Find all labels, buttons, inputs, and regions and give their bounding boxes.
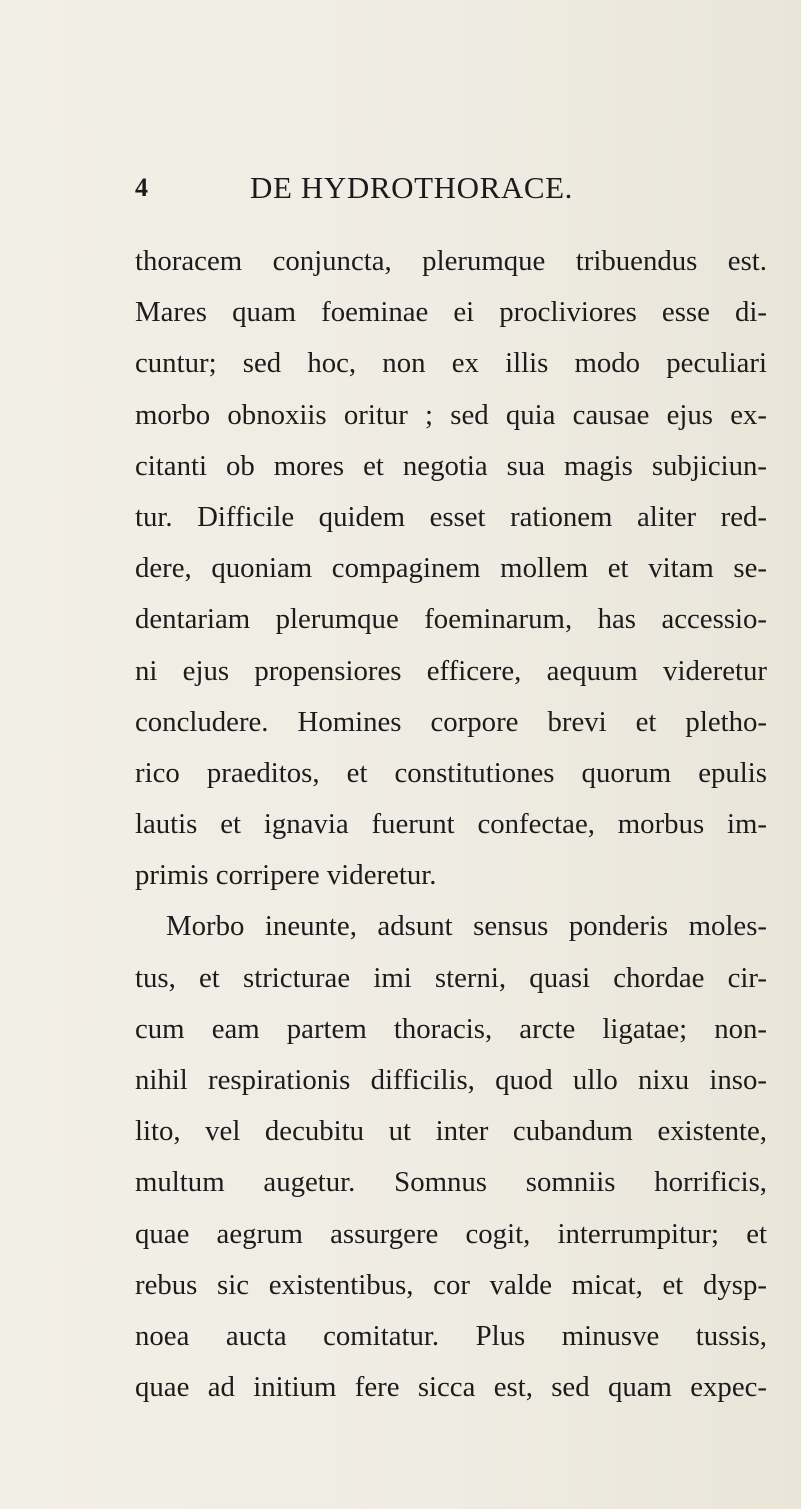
page-number: 4 [135,173,148,202]
text-line: nihil respirationis difficilis, quod ullo nixu inso- [135,1064,767,1096]
text-line: lautis et ignavia fuerunt confectae, morbus im- [135,808,767,841]
text-line: dere, quoniam compaginem mollem et vitam se- [135,552,767,585]
page-header [0,168,801,208]
text-line: quae aegrum assurgere cogit, interrumpitur; et [135,1217,767,1250]
text-line: citanti ob mores et negotia sua magis subjiciun- [135,449,767,482]
text-line: Morbo ineunte, adsunt sensus ponderis moles- [166,910,767,943]
text-line: rico praeditos, et constitutiones quorum epulis [135,756,767,789]
text-line: cum eam partem thoracis, arcte ligatae; non- [135,1012,767,1045]
text-line: quae ad initium fere sicca est, sed quam expec- [135,1371,767,1404]
text-line: cuntur; sed hoc, non ex illis modo peculiari [135,347,767,380]
text-line: dentariam plerumque foeminarum, has accessio- [135,603,767,636]
text-line: morbo obnoxiis oritur ; sed quia causae ejus ex- [135,398,767,431]
text-line: primis corripere videretur. [135,859,437,892]
text-line: concludere. Homines corpore brevi et pletho- [135,705,767,738]
text-line: ni ejus propensiores efficere, aequum videretur [135,654,767,687]
text-line: lito, vel decubitu ut inter cubandum existente, [135,1115,767,1148]
text-line: tus, et stricturae imi sterni, quasi chordae cir- [135,961,767,994]
text-line: Mares quam foeminae ei procliviores esse di- [135,296,767,329]
text-line: noea aucta comitatur. Plus minusve tussis, [135,1319,767,1352]
text-line: tur. Difficile quidem esset rationem aliter red- [135,500,767,533]
text-line: multum augetur. Somnus somniis horrificis, [135,1166,767,1199]
text-line: rebus sic existentibus, cor valde micat, et dysp- [135,1268,767,1301]
running-title: DE HYDROTHORACE. [250,170,574,205]
text-line: thoracem conjuncta, plerumque tribuendus est. [135,245,767,277]
body-text [135,236,767,1413]
